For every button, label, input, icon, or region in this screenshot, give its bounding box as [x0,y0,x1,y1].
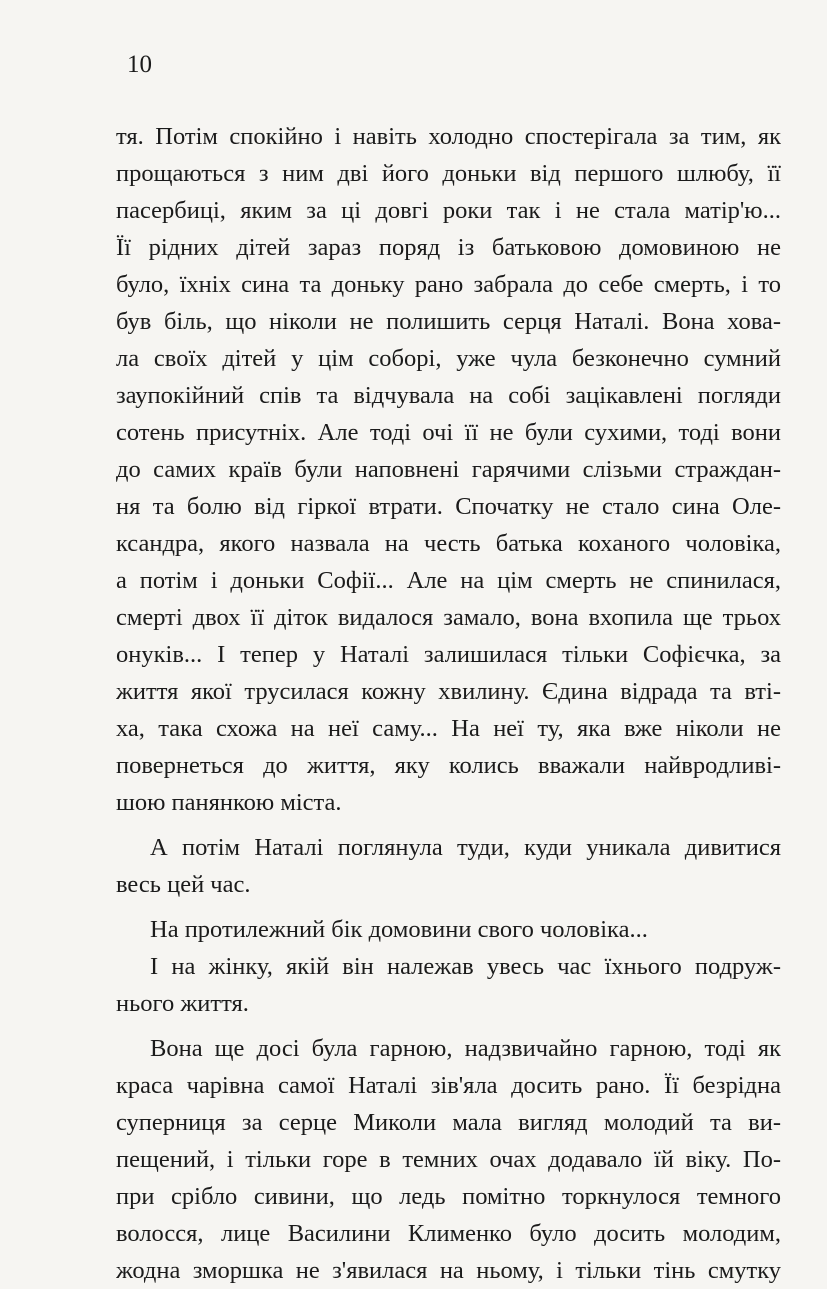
text-line: Її рідних дітей зараз поряд із батьковою домовиною не [116,234,781,261]
text-line: життя якої трусилася кожну хвилину. Єдина відрада та вті- [116,678,781,705]
text-line: а потім і доньки Софії... Але на цім смерть не спинилася, [116,567,781,594]
text-line: волосся, лице Василини Клименко було досить молодим, [116,1220,781,1247]
text-line: тя. Потім спокійно і навіть холодно спостерігала за тим, як [116,123,781,150]
text-line: ха, така схожа на неї саму... На неї ту, яка вже ніколи не [116,715,781,742]
text-line: повернеться до життя, яку колись вважали найвродливі- [116,752,781,779]
text-line: На протилежний бік домовини свого чоловіка... [150,916,648,943]
text-line: пещений, і тільки горе в темних очах додавало їй віку. По- [116,1146,781,1173]
text-line: пасербиці, яким за ці довгі роки так і не стала матір'ю... [116,197,781,224]
text-line: був біль, що ніколи не полишить серця Наталі. Вона хова- [116,308,781,335]
text-line: заупокійний спів та відчувала на собі зацікавлені погляди [116,382,781,409]
body-text [116,118,781,1289]
text-line: смерті двох її діток видалося замало, вона вхопила ще трьох [116,604,781,631]
text-line: І на жінку, якій він належав увесь час їхнього подруж- [150,953,781,980]
text-line: суперниця за серце Миколи мала вигляд молодий та ви- [116,1109,781,1136]
text-line: сотень присутніх. Але тоді очі її не були сухими, тоді вони [116,419,781,446]
text-line: шою панянкою міста. [116,789,342,816]
page-number: 10 [127,51,152,78]
text-line: нього життя. [116,990,249,1017]
text-line: А потім Наталі поглянула туди, куди уникала дивитися [150,834,781,861]
text-line: краса чарівна самої Наталі зів'яла досить рано. Її безрідна [116,1072,781,1099]
text-line: було, їхніх сина та доньку рано забрала до себе смерть, і то [116,271,781,298]
text-line: ксандра, якого назвала на честь батька коханого чоловіка, [116,530,781,557]
text-line: весь цей час. [116,871,251,898]
text-line: при срібло сивини, що ледь помітно торкнулося темного [116,1183,781,1210]
text-line: ла своїх дітей у цім соборі, уже чула безконечно сумний [116,345,781,372]
text-line: ня та болю від гіркої втрати. Спочатку не стало сина Оле- [116,493,781,520]
text-line: до самих країв були наповнені гарячими слізьми страждан- [116,456,781,483]
text-line: жодна зморшка не з'явилася на ньому, і тільки тінь смутку [116,1257,781,1284]
text-line: онуків... І тепер у Наталі залишилася тільки Софієчка, за [116,641,781,668]
text-line: Вона ще досі була гарною, надзвичайно гарною, тоді як [150,1035,781,1062]
text-line: прощаються з ним дві його доньки від першого шлюбу, її [116,160,781,187]
